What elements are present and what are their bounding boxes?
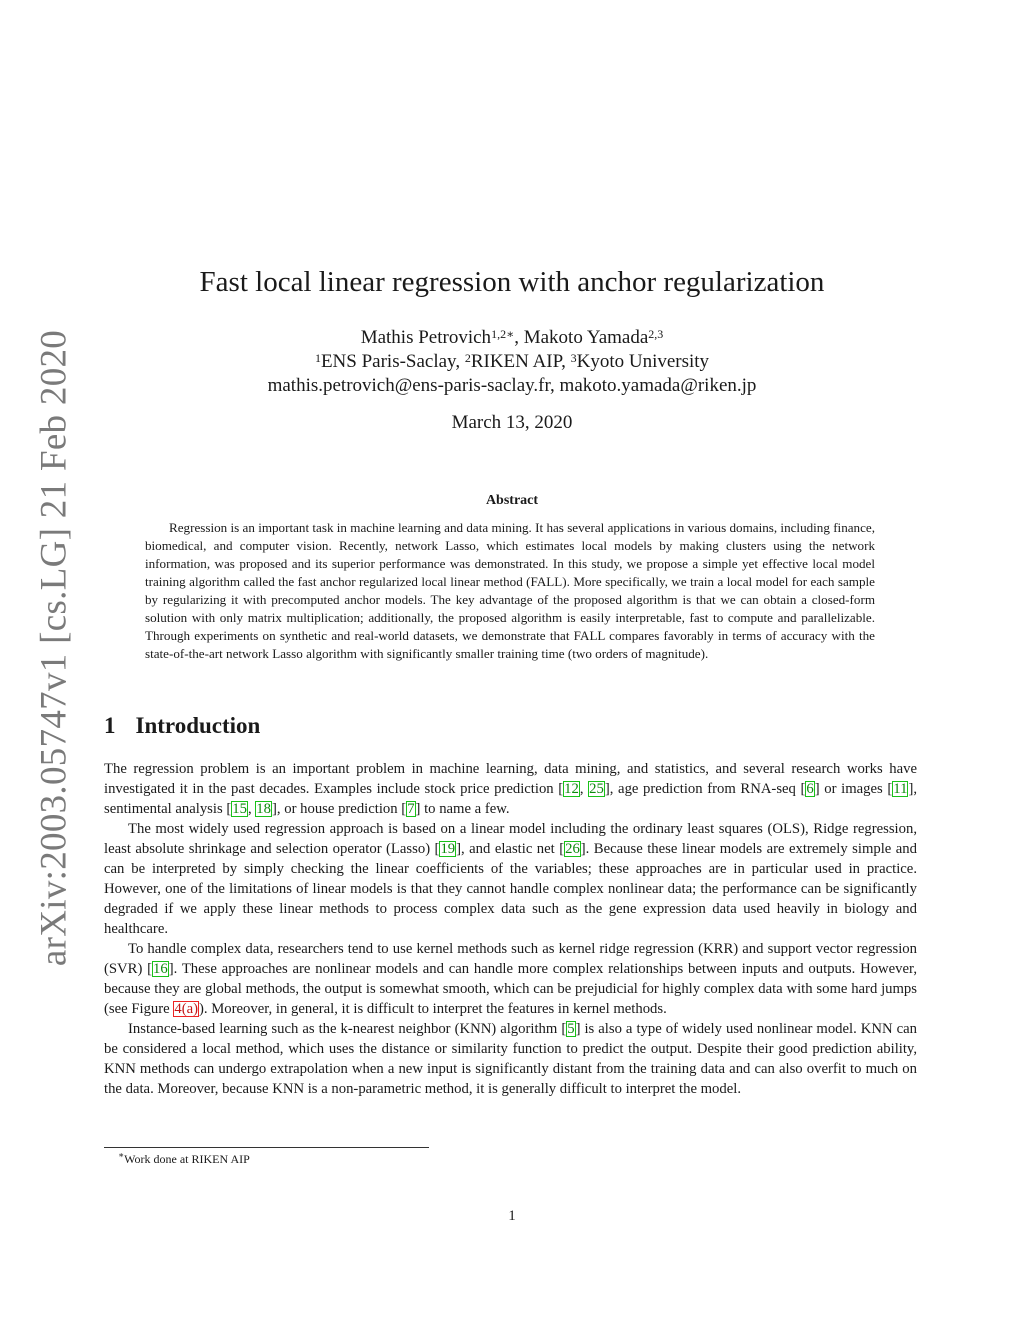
- citation-link[interactable]: 16: [153, 961, 168, 977]
- citation-link[interactable]: 26: [565, 841, 580, 857]
- body-text: [104, 759, 917, 1099]
- paragraph: The regression problem is an important problem in machine learning, data mining, and statistics, and several research works have investigated it in the past decades. Examples include stock price prediction [12, 25], age prediction from RNA-seq [6] or images [11], sentimental analysis [15, 18], or house prediction [7] to name a few.: [104, 761, 918, 817]
- section-number: 1: [104, 713, 116, 738]
- abstract-text: Regression is an important task in machine learning and data mining. It has several applications in various domains, including finance, biomedical, and computer vision. Recently, network Lasso, which estimates local models by making clusters using the network information, was proposed and its superior performance was demonstrated. In this study, we propose a simple yet effective local model training algorithm called the fast anchor regularized local linear method (FALL). More specifically, we train a local model for each sample by regularizing it with precomputed anchor models. The key advantage of the proposed algorithm is that we can obtain a closed-form solution with only matrix multiplication; additionally, the proposed algorithm is easily interpretable, fast to compute and parallelizable. Through experiments on synthetic and real-world datasets, we demonstrate that FALL compares favorably in terms of accuracy with the state-of-the-art network Lasso algorithm with significantly smaller training time (two orders of magnitude).: [145, 520, 875, 661]
- citation-link[interactable]: 15: [232, 801, 247, 817]
- section-title: Introduction: [135, 713, 261, 738]
- footnote-mark: ∗: [506, 327, 515, 341]
- paragraph: To handle complex data, researchers tend to use kernel methods such as kernel ridge regression (KRR) and support vector regression (SVR) [16]. These approaches are nonlinear models and can handle more complex relationships between inputs and outputs. However, because they are global methods, the output is somewhat smooth, which can be prejudicial for highly complex data with some hard jumps (see Figure 4(a)). Moreover, in general, it is difficult to interpret the features in kernel methods.: [104, 941, 918, 1017]
- footnote-mark: ∗: [118, 1150, 125, 1160]
- page-number: 1: [508, 1208, 516, 1224]
- author-line: [0, 326, 1024, 350]
- author-block: [0, 326, 1024, 398]
- affiliation-sup: 1,2: [491, 327, 507, 341]
- affiliation-line: $^1$ENS Paris-Saclay, $^2$RIKEN AIP, $^3$Kyoto University: [314, 351, 710, 372]
- paper-title: Fast local linear regression with anchor regularization: [199, 266, 825, 298]
- arxiv-identifier: arXiv:2003.05747v1 [cs.LG] 21 Feb 2020: [33, 329, 75, 967]
- citation-link[interactable]: 18: [256, 801, 271, 817]
- citation-link[interactable]: 12: [564, 781, 579, 797]
- affiliation-sup: 2,3: [648, 327, 664, 341]
- abstract-heading: Abstract: [485, 493, 539, 508]
- citation-link[interactable]: 11: [893, 781, 908, 797]
- footnote: ∗Work done at RIKEN AIP: [118, 1150, 250, 1166]
- section-heading: [104, 713, 260, 739]
- email-line: mathis.petrovich@ens-paris-saclay.fr, makoto.yamada@riken.jp: [267, 375, 757, 396]
- paper-date: March 13, 2020: [451, 412, 573, 433]
- citation-link[interactable]: 7: [407, 801, 415, 817]
- citation-link[interactable]: 19: [440, 841, 456, 857]
- paragraph: The most widely used regression approach is based on a linear model including the ordinary least squares (OLS), Ridge regression, least absolute shrinkage and selection operator (Lasso) [19], and elastic net [26]. Because these linear models are extremely simple and can be interpreted by simply checking the linear coefficients of the variables; these approaches are in particular used in practice. However, one of the limitations of linear models is that they cannot handle complex nonlinear data; the performance can be significantly degraded if we apply these linear methods to process complex data such as the gene expression data used heavily in biology and healthcare.: [104, 821, 917, 937]
- citation-link[interactable]: 6: [806, 781, 814, 797]
- citation-link[interactable]: 5: [567, 1021, 575, 1037]
- author-name: , Makoto Yamada: [514, 327, 649, 348]
- citation-link[interactable]: 25: [589, 781, 604, 797]
- author-name: Mathis Petrovich: [360, 327, 492, 348]
- figure-link[interactable]: 4(a): [174, 1001, 198, 1017]
- footnote-divider: [104, 1147, 429, 1148]
- paragraph: Instance-based learning such as the k-nearest neighbor (KNN) algorithm [5] is also a type of widely used nonlinear model. KNN can be considered a local method, which uses the distance or similarity function to predict the output. Despite their good prediction ability, KNN methods can undergo extrapolation when a new input is significantly distant from the training data and can also overfit to much on the data. Moreover, because KNN is a non-parametric method, it is generally difficult to interpret the model.: [104, 1021, 918, 1097]
